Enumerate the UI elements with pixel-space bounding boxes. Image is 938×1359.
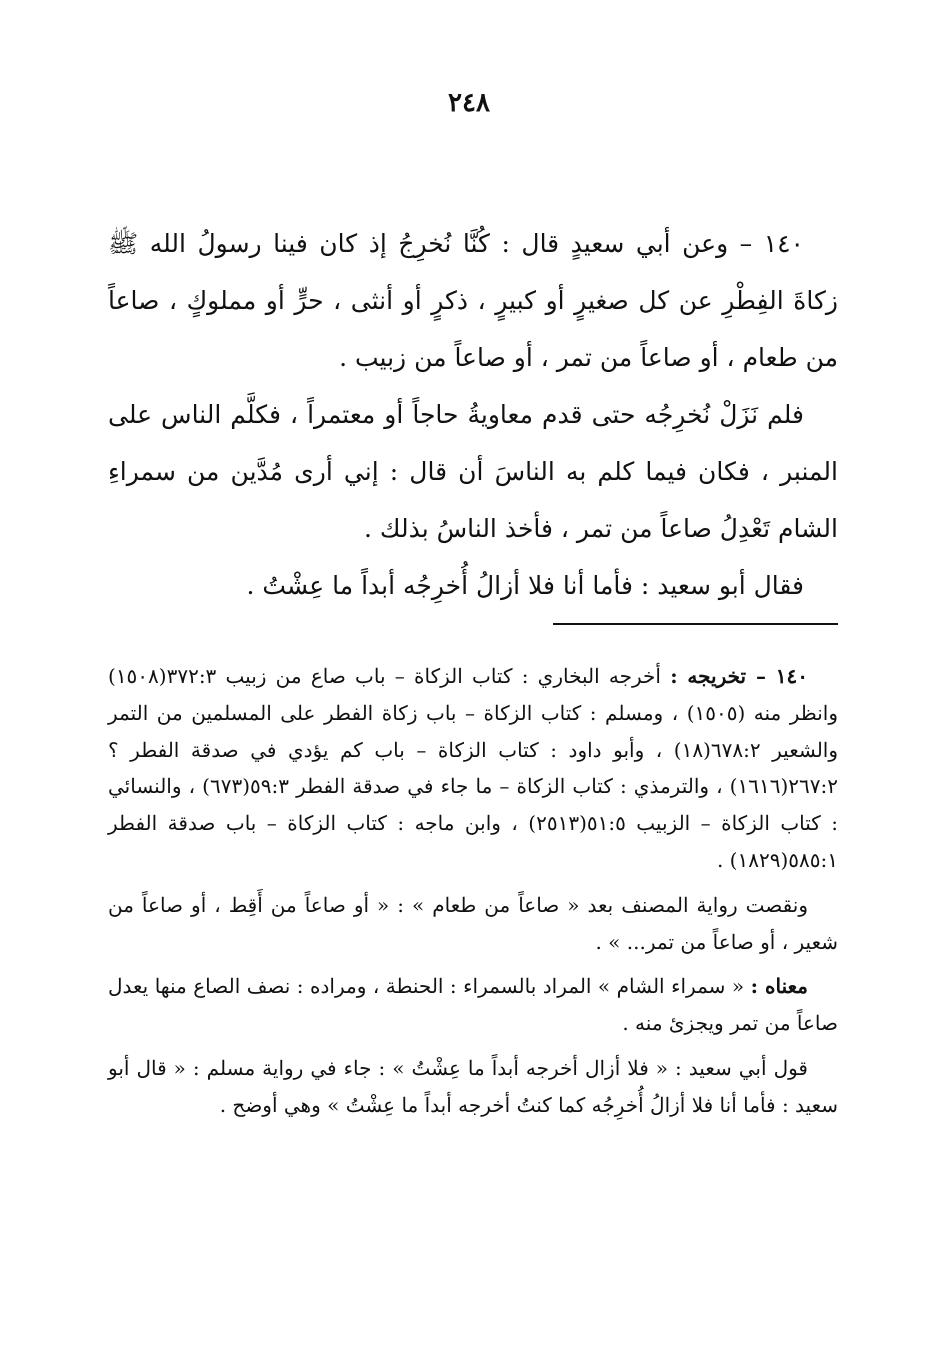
- hadith-paragraph: ١٤٠ – وعن أبي سعيدٍ قال : كُنَّا نُخرِجُ إذ كان فينا رسولُ الله ﷺ زكاةَ الفِطْرِ عن كل صغيرٍ أو كبيرٍ ، ذكرٍ أو أنثى ، حرٍّ أو مملوكٍ ، صاعاً من طعام ، أو صاعاً من تمر ، أو صاعاً من زبيب .: [108, 229, 838, 372]
- variant-note: ونقصت رواية المصنف بعد « صاعاً من طعام » : « أو صاعاً من أَقِط ، أو صاعاً من شعير ، أو صاعاً من تمر... » .: [108, 892, 838, 954]
- meaning-text: « سمراء الشام » المراد بالسمراء : الحنطة ، ومراده : نصف الصاع منها يعدل صاعاً من تمر ويجزئ منه .: [108, 974, 838, 1036]
- meaning-note: [108, 968, 838, 1042]
- takhrij-text: أخرجه البخاري : كتاب الزكاة – باب صاع من زبيب ٣٧٢:٣(١٥٠٨) وانظر منه (١٥٠٥) ، ومسلم : كتاب الزكاة – باب زكاة الفطر على المسلمين من التمر والشعير ٦٧٨:٢(١٨) ، وأبو داود : كتاب الزكاة – باب كم يؤدي في صدقة الفطر ؟ ٢٦٧:٢(١٦١٦) ، والترمذي : كتاب الزكاة – ما جاء في صدقة الفطر ٥٩:٣(٦٧٣) ، والنسائي : كتاب الزكاة – الزبيب ٥١:٥(٢٥١٣) ، وابن ماجه : كتاب الزكاة – باب صدقة الفطر ٥٨٥:١(١٨٢٩) .: [108, 664, 839, 872]
- meaning-label: معناه :: [750, 974, 808, 999]
- hadith-paragraph-3: فقال أبو سعيد : فأما أنا فلا أزالُ أُخرِجُه أبداً ما عِشْتُ .: [246, 571, 804, 600]
- takhrij-note: [108, 658, 838, 879]
- hadith-paragraph-2: فلم نَزَلْ نُخرِجُه حتى قدم معاويةُ حاجاً أو معتمراً ، فكلَّم الناس على المنبر ، فكان فيما كلم به الناسَ أن قال : إني أرى مُدَّين من سمراءِ الشام تَعْدِلُ صاعاً من تمر ، فأخذ الناسُ بذلك .: [108, 400, 839, 543]
- page-number: ٢٤٨: [448, 88, 490, 118]
- explanation-note: قول أبي سعيد : « فلا أزال أخرجه أبداً ما عِشْتُ » : جاء في رواية مسلم : « قال أبو سعيد : فأما أنا فلا أزالُ أُخرِجُه كما كنتُ أخرجه أبداً ما عِشْتُ » وهي أوضح .: [108, 1055, 838, 1117]
- footnote-divider: [553, 623, 838, 625]
- hadith-text: [108, 215, 838, 614]
- footnotes: [108, 658, 838, 1132]
- takhrij-label: ١٤٠ – تخريجه :: [670, 664, 809, 688]
